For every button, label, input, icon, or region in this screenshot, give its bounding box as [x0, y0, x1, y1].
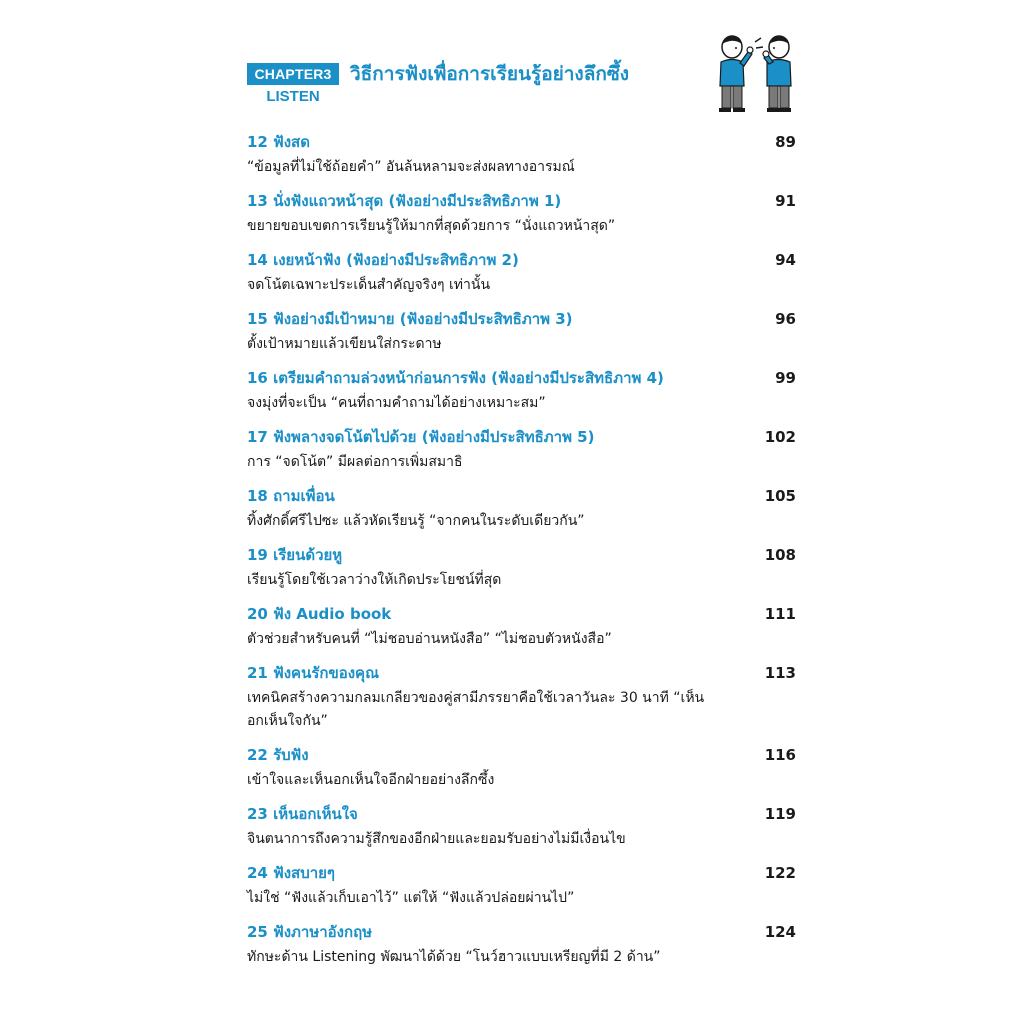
toc-entry-title: 20 ฟัง Audio book	[247, 605, 392, 623]
toc-entry-header	[247, 128, 796, 156]
toc-entry-title: 18 ถามเพื่อน	[247, 487, 335, 505]
toc-entry-page-number: 124	[764, 923, 796, 941]
toc-entry-page-number: 91	[775, 192, 796, 210]
toc-entry-title: 15 ฟังอย่างมีเป้าหมาย (ฟังอย่างมีประสิทธิภาพ 3)	[247, 310, 573, 328]
sound-lines-icon	[755, 38, 763, 48]
toc-entry-header	[247, 364, 796, 392]
toc-entry-description: ตั้งเป้าหมายแล้วเขียนใส่กระดาษ	[247, 336, 442, 352]
toc-entry	[247, 741, 796, 800]
toc-entry-title: 21 ฟังคนรักของคุณ	[247, 664, 380, 682]
toc-entry-title: 19 เรียนด้วยหู	[247, 546, 343, 564]
toc-entry-description: จดโน้ตเฉพาะประเด็นสำคัญจริงๆ เท่านั้น	[247, 277, 491, 293]
toc-entry	[247, 541, 796, 600]
toc-entry-header	[247, 859, 796, 887]
toc-entry-header	[247, 305, 796, 333]
toc-entry-description: จงมุ่งที่จะเป็น “คนที่ถามคำถามได้อย่างเหมาะสม”	[247, 395, 546, 411]
toc-entry-header	[247, 600, 796, 628]
toc-entry-description: ตัวช่วยสำหรับคนที่ “ไม่ชอบอ่านหนังสือ” “ไม่ชอบตัวหนังสือ”	[247, 631, 612, 647]
toc-entry-page-number: 111	[764, 605, 796, 623]
toc-entry-page-number: 108	[764, 546, 796, 564]
toc-entry-header	[247, 800, 796, 828]
toc-entry-description: เข้าใจและเห็นอกเห็นใจอีกฝ่ายอย่างลึกซึ้ง	[247, 772, 495, 788]
table-of-contents	[247, 128, 796, 977]
chapter-subtitle: LISTEN	[266, 88, 320, 105]
left-person-icon	[719, 36, 753, 112]
toc-entry-header	[247, 541, 796, 569]
toc-entry-description: ทักษะด้าน Listening พัฒนาได้ด้วย “โนว์ฮาวแบบเหรียญที่มี 2 ด้าน”	[247, 949, 661, 965]
toc-entry-page-number: 96	[775, 310, 796, 328]
toc-entry-header	[247, 741, 796, 769]
toc-entry-header	[247, 659, 796, 687]
toc-entry-title: 13 นั่งฟังแถวหน้าสุด (ฟังอย่างมีประสิทธิภาพ 1)	[247, 192, 562, 210]
toc-entry	[247, 600, 796, 659]
toc-entry-page-number: 94	[775, 251, 796, 269]
toc-entry-header	[247, 187, 796, 215]
toc-entry-title: 12 ฟังสด	[247, 133, 310, 151]
toc-entry-title: 17 ฟังพลางจดโน้ตไปด้วย (ฟังอย่างมีประสิทธิภาพ 5)	[247, 428, 595, 446]
toc-entry-header	[247, 918, 796, 946]
toc-entry-page-number: 102	[764, 428, 796, 446]
toc-entry-title: 23 เห็นอกเห็นใจ	[247, 805, 358, 823]
chapter-badge: CHAPTER3	[247, 63, 339, 85]
toc-entry-page-number: 122	[764, 864, 796, 882]
toc-entry	[247, 246, 796, 305]
listening-people-illustration	[706, 32, 806, 114]
toc-entry	[247, 128, 796, 187]
toc-entry-description: ขยายขอบเขตการเรียนรู้ให้มากที่สุดด้วยการ “นั่งแถวหน้าสุด”	[247, 218, 616, 234]
toc-entry	[247, 659, 796, 741]
toc-entry-header	[247, 423, 796, 451]
toc-entry-page-number: 113	[764, 664, 796, 682]
toc-entry	[247, 187, 796, 246]
toc-entry-page-number: 119	[764, 805, 796, 823]
toc-entry	[247, 423, 796, 482]
toc-entry-description: “ข้อมูลที่ไม่ใช้ถ้อยคำ” อันล้นหลามจะส่งผลทางอารมณ์	[247, 159, 575, 175]
toc-entry	[247, 305, 796, 364]
toc-entry	[247, 364, 796, 423]
toc-entry	[247, 918, 796, 977]
toc-entry-description: จินตนาการถึงความรู้สึกของอีกฝ่ายและยอมรับอย่างไม่มีเงื่อนไข	[247, 831, 626, 847]
toc-entry-title: 22 รับฟัง	[247, 746, 309, 764]
toc-entry-page-number: 116	[764, 746, 796, 764]
toc-entry-description: เรียนรู้โดยใช้เวลาว่างให้เกิดประโยชน์ที่สุด	[247, 572, 502, 588]
toc-entry-title: 16 เตรียมคำถามล่วงหน้าก่อนการฟัง (ฟังอย่างมีประสิทธิภาพ 4)	[247, 369, 664, 387]
chapter-title: วิธีการฟังเพื่อการเรียนรู้อย่างลึกซึ้ง	[350, 63, 630, 85]
toc-entry-page-number: 99	[775, 369, 796, 387]
toc-entry	[247, 800, 796, 859]
toc-entry-description: ไม่ใช่ “ฟังแล้วเก็บเอาไว้” แต่ให้ “ฟังแล้วปล่อยผ่านไป”	[247, 890, 575, 906]
toc-entry-title: 24 ฟังสบายๆ	[247, 864, 335, 882]
toc-entry-description: ทิ้งศักดิ์ศรีไปซะ แล้วหัดเรียนรู้ “จากคนในระดับเดียวกัน”	[247, 513, 585, 529]
toc-entry-page-number: 89	[775, 133, 796, 151]
toc-entry-description: การ “จดโน้ต” มีผลต่อการเพิ่มสมาธิ	[247, 454, 463, 470]
toc-entry-header	[247, 246, 796, 274]
right-person-icon	[763, 36, 791, 112]
toc-entry	[247, 482, 796, 541]
toc-entry-header	[247, 482, 796, 510]
toc-entry	[247, 859, 796, 918]
toc-entry-title: 25 ฟังภาษาอังกฤษ	[247, 923, 373, 941]
toc-entry-title: 14 เงยหน้าฟัง (ฟังอย่างมีประสิทธิภาพ 2)	[247, 251, 519, 269]
toc-entry-page-number: 105	[764, 487, 796, 505]
toc-entry-description: เทคนิคสร้างความกลมเกลียวของคู่สามีภรรยาคือใช้เวลาวันละ 30 นาที “เห็นอกเห็นใจกัน”	[247, 690, 705, 729]
